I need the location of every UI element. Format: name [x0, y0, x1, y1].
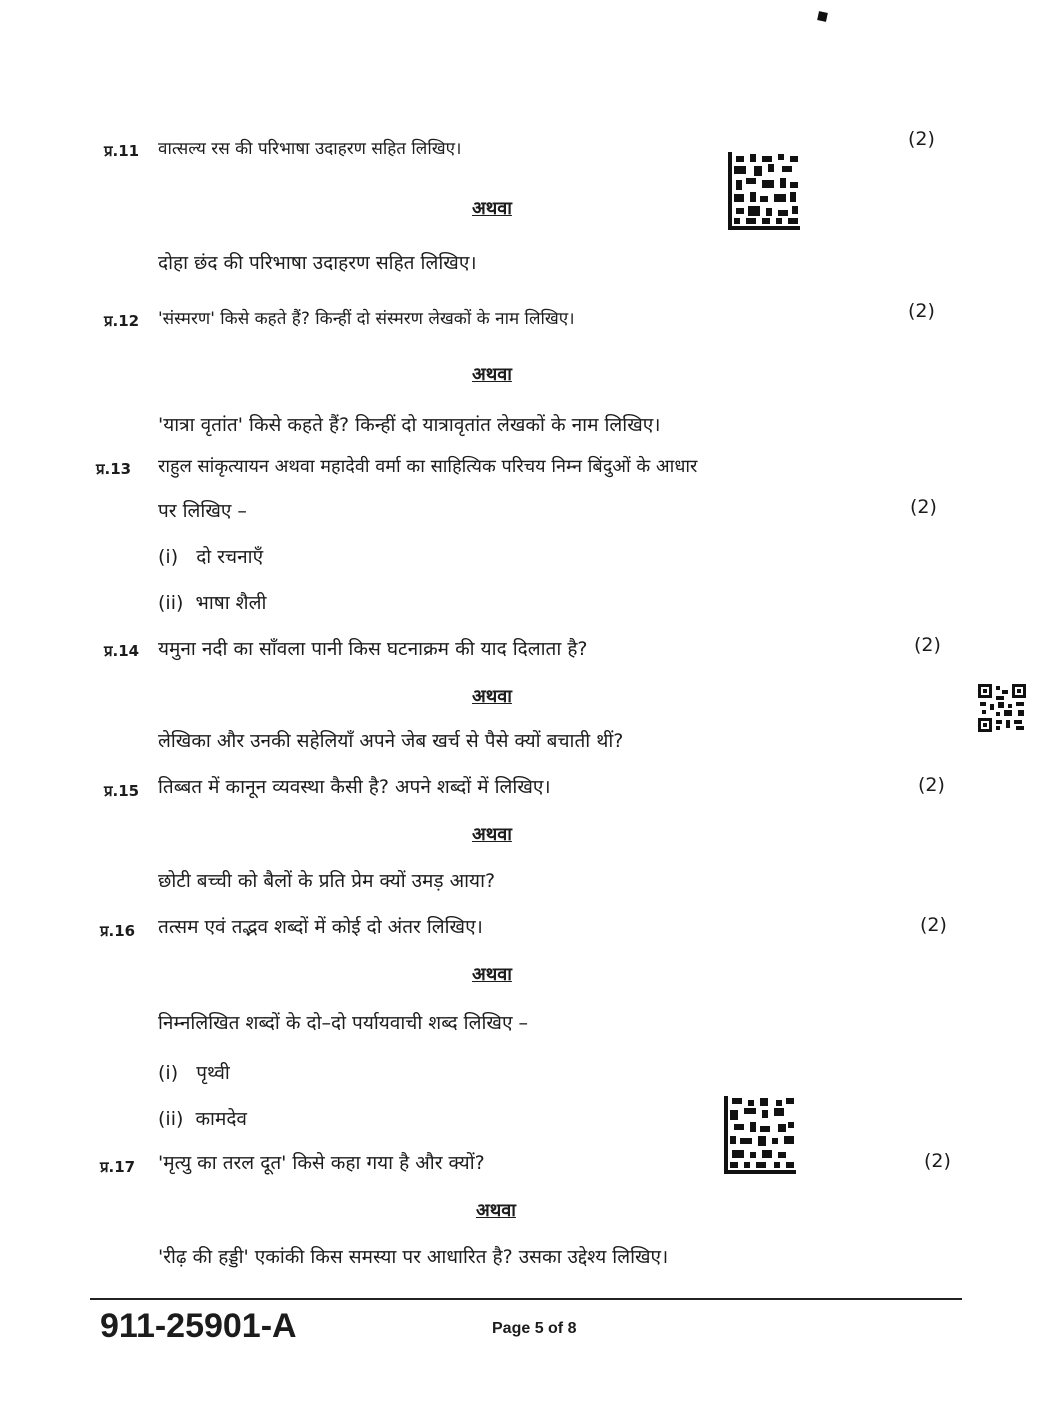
q15-number: प्र.15: [104, 782, 140, 800]
q13-line1: राहुल सांकृत्यायन अथवा महादेवी वर्मा का साहित्यिक परिचय निम्न बिंदुओं के आधार: [158, 456, 698, 477]
q17-text: 'मृत्यु का तरल दूत' किसे कहा गया है और क्यों?: [158, 1152, 485, 1174]
q16-item-2: (ii) कामदेव: [158, 1108, 247, 1130]
q13-line2: पर लिखिए –: [158, 500, 247, 522]
paper-code: 911-25901-A: [100, 1307, 297, 1345]
q12-or: अथवा: [472, 364, 512, 385]
q15-marks: (2): [918, 774, 945, 796]
page-number: Page 5 of 8: [492, 1320, 577, 1337]
datamatrix-code-bottom: [724, 1096, 796, 1174]
q17-alt: 'रीढ़ की हड्डी' एकांकी किस समस्या पर आधारित है? उसका उद्देश्य लिखिए।: [158, 1246, 669, 1268]
q11-alt: दोहा छंद की परिभाषा उदाहरण सहित लिखिए।: [158, 252, 477, 274]
q17-or: अथवा: [476, 1200, 516, 1221]
q12-alt: 'यात्रा वृतांत' किसे कहते हैं? किन्हीं दो यात्रावृतांत लेखकों के नाम लिखिए।: [158, 414, 661, 436]
q13-number: प्र.13: [96, 460, 132, 478]
q16-or: अथवा: [472, 964, 512, 985]
q11-or: अथवा: [472, 198, 512, 219]
corner-mark: [817, 11, 828, 22]
q11-marks: (2): [908, 128, 935, 150]
q13-item-2: (ii) भाषा शैली: [158, 592, 267, 614]
q16-alt: निम्नलिखित शब्दों के दो–दो पर्यायवाची शब्द लिखिए –: [158, 1012, 528, 1034]
datamatrix-code-top: [728, 152, 800, 230]
q17-number: प्र.17: [100, 1158, 136, 1176]
footer-divider: [90, 1298, 962, 1300]
q13-marks: (2): [910, 496, 937, 518]
q16-item-1: (i) पृथ्वी: [158, 1062, 230, 1084]
q11-number: प्र.11: [104, 142, 140, 160]
q14-alt: लेखिका और उनकी सहेलियाँ अपने जेब खर्च से पैसे क्यों बचाती थीं?: [158, 730, 624, 752]
q17-marks: (2): [924, 1150, 951, 1172]
q15-text: तिब्बत में कानून व्यवस्था कैसी है? अपने शब्दों में लिखिए।: [158, 776, 551, 798]
q12-marks: (2): [908, 300, 935, 322]
q14-marks: (2): [914, 634, 941, 656]
q16-text: तत्सम एवं तद्भव शब्दों में कोई दो अंतर लिखिए।: [158, 916, 483, 938]
q14-text: यमुना नदी का साँवला पानी किस घटनाक्रम की याद दिलाता है?: [158, 638, 588, 660]
q14-number: प्र.14: [104, 642, 140, 660]
q16-marks: (2): [920, 914, 947, 936]
q13-item-1: (i) दो रचनाएँ: [158, 546, 264, 568]
q11-text: वात्सल्य रस की परिभाषा उदाहरण सहित लिखिए।: [158, 139, 462, 159]
q16-number: प्र.16: [100, 922, 136, 940]
q12-text: 'संस्मरण' किसे कहते हैं? किन्हीं दो संस्मरण लेखकों के नाम लिखिए।: [158, 309, 575, 329]
q15-or: अथवा: [472, 824, 512, 845]
q12-number: प्र.12: [104, 312, 140, 330]
q15-alt: छोटी बच्ची को बैलों के प्रति प्रेम क्यों उमड़ आया?: [158, 870, 496, 892]
qr-code-side: [978, 684, 1026, 732]
q14-or: अथवा: [472, 686, 512, 707]
